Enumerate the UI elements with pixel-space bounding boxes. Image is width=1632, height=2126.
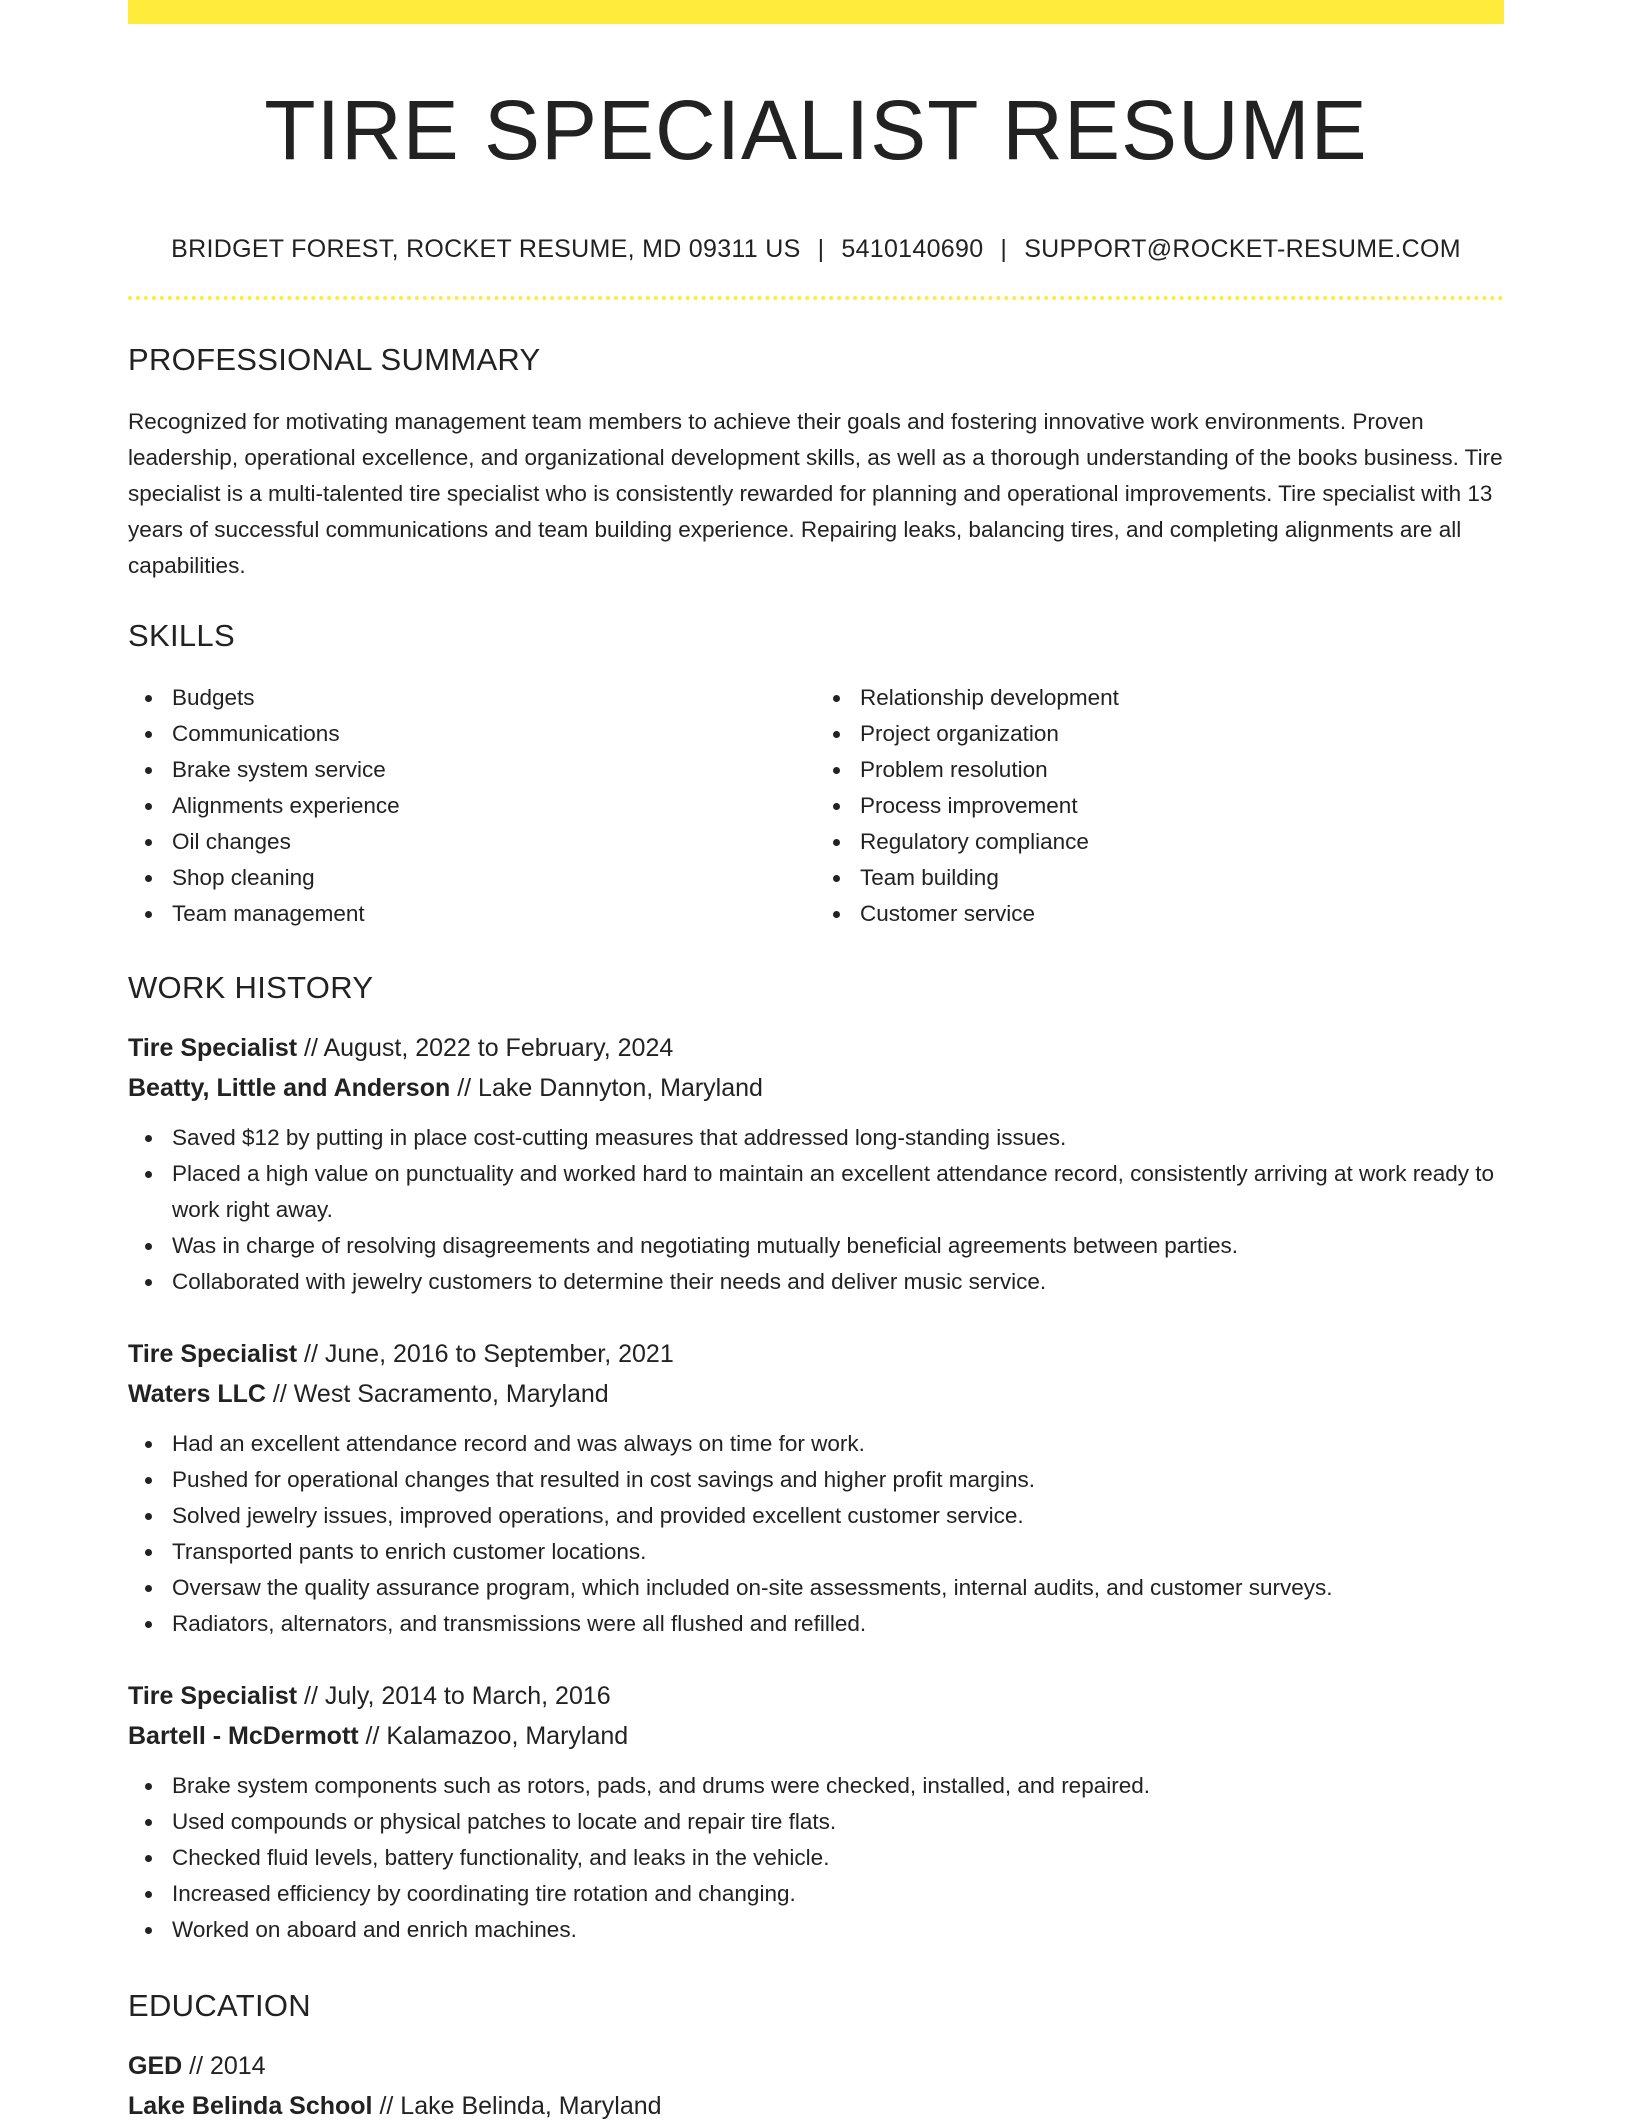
job-company: Waters LLC <box>128 1379 266 1408</box>
contact-email: SUPPORT@ROCKET-RESUME.COM <box>1024 234 1461 263</box>
skill-item: Regulatory compliance <box>860 824 1504 860</box>
job-duties <box>128 1120 1504 1300</box>
job-entry <box>128 1028 1504 1300</box>
job-company-line <box>128 1068 1504 1108</box>
skills-list <box>128 680 1504 932</box>
summary-text: Recognized for motivating management team members to achieve their goals and fostering innovative work environments. Proven leadership, operational excellence, and organizational development skills, as well as a thorough understanding of the books business. Tire specialist is a multi-talented tire specialist who is consistently rewarded for planning and operational improvements. Tire specialist with 13 years of successful communications and team building experience. Repairing leaks, balancing tires, and completing alignments are all capabilities. <box>128 408 1503 578</box>
duty-item: Checked fluid levels, battery functionality, and leaks in the vehicle. <box>172 1840 1504 1876</box>
duty-item: Transported pants to enrich customer locations. <box>172 1534 1504 1570</box>
skill-item: Problem resolution <box>860 752 1504 788</box>
skill-item: Oil changes <box>172 824 816 860</box>
job-dates: // June, 2016 to September, 2021 <box>297 1339 674 1368</box>
skill-item: Team building <box>860 860 1504 896</box>
education-heading: EDUCATION <box>128 1987 311 2023</box>
duty-item: Was in charge of resolving disagreements and negotiating mutually beneficial agreements between parties. <box>172 1228 1504 1264</box>
resume-title: TIRE SPECIALIST RESUME <box>264 83 1368 177</box>
skill-item: Communications <box>172 716 816 752</box>
duty-item: Radiators, alternators, and transmissions were all flushed and refilled. <box>172 1606 1504 1642</box>
contact-phone: 5410140690 <box>841 234 984 263</box>
job-title-line <box>128 1334 1504 1374</box>
education-degree: GED <box>128 2051 183 2080</box>
duty-item: Solved jewelry issues, improved operations, and provided excellent customer service. <box>172 1498 1504 1534</box>
duty-item: Saved $12 by putting in place cost-cutting measures that addressed long-standing issues. <box>172 1120 1504 1156</box>
contact-separator: | <box>817 234 825 263</box>
skill-item: Brake system service <box>172 752 816 788</box>
work-history-heading: WORK HISTORY <box>128 969 374 1005</box>
duty-item: Used compounds or physical patches to locate and repair tire flats. <box>172 1804 1504 1840</box>
education-year: // 2014 <box>182 2051 266 2080</box>
duty-item: Collaborated with jewelry customers to determine their needs and deliver music service. <box>172 1264 1504 1300</box>
job-duties <box>128 1768 1504 1948</box>
job-company-line <box>128 1716 1504 1756</box>
accent-top-bar <box>128 0 1504 24</box>
education-location: // Lake Belinda, Maryland <box>372 2091 662 2120</box>
education-school: Lake Belinda School <box>128 2091 373 2120</box>
education-degree-line <box>128 2046 1504 2086</box>
dotted-divider <box>128 296 1504 300</box>
job-location: // Lake Dannyton, Maryland <box>450 1073 763 1102</box>
skill-item: Alignments experience <box>172 788 816 824</box>
job-company: Beatty, Little and Anderson <box>128 1073 451 1102</box>
duty-item: Brake system components such as rotors, pads, and drums were checked, installed, and repaired. <box>172 1768 1504 1804</box>
job-company-line <box>128 1374 1504 1414</box>
job-dates: // August, 2022 to February, 2024 <box>297 1033 674 1062</box>
summary-heading: PROFESSIONAL SUMMARY <box>128 341 541 377</box>
skills-heading: SKILLS <box>128 617 235 653</box>
job-title: Tire Specialist <box>128 1681 298 1710</box>
skill-item: Budgets <box>172 680 816 716</box>
job-duties <box>128 1426 1504 1642</box>
job-title-line <box>128 1676 1504 1716</box>
job-company: Bartell - McDermott <box>128 1721 359 1750</box>
skill-item: Relationship development <box>860 680 1504 716</box>
job-entry <box>128 1334 1504 1642</box>
skill-item: Team management <box>172 896 816 932</box>
duty-item: Worked on aboard and enrich machines. <box>172 1912 1504 1948</box>
skill-item: Customer service <box>860 896 1504 932</box>
resume-page <box>128 0 1504 2126</box>
skill-item: Project organization <box>860 716 1504 752</box>
job-entry <box>128 1676 1504 1948</box>
contact-line <box>128 235 1504 264</box>
duty-item: Pushed for operational changes that resulted in cost savings and higher profit margins. <box>172 1462 1504 1498</box>
job-title-line <box>128 1028 1504 1068</box>
duty-item: Oversaw the quality assurance program, which included on-site assessments, internal audits, and customer surveys. <box>172 1570 1504 1606</box>
duty-item: Placed a high value on punctuality and worked hard to maintain an excellent attendance record, consistently arriving at work ready to work right away. <box>172 1156 1504 1228</box>
job-title: Tire Specialist <box>128 1339 298 1368</box>
duty-item: Had an excellent attendance record and was always on time for work. <box>172 1426 1504 1462</box>
skill-item: Process improvement <box>860 788 1504 824</box>
job-location: // West Sacramento, Maryland <box>265 1379 609 1408</box>
contact-separator: | <box>1000 234 1008 263</box>
skills-column-right <box>816 680 1504 932</box>
contact-address: BRIDGET FOREST, ROCKET RESUME, MD 09311 US <box>171 234 801 263</box>
job-dates: // July, 2014 to March, 2016 <box>297 1681 611 1710</box>
education-school-line <box>128 2086 1504 2126</box>
duty-item: Increased efficiency by coordinating tire rotation and changing. <box>172 1876 1504 1912</box>
skills-column-left <box>128 680 816 932</box>
skill-item: Shop cleaning <box>172 860 816 896</box>
job-title: Tire Specialist <box>128 1033 298 1062</box>
job-location: // Kalamazoo, Maryland <box>358 1721 629 1750</box>
